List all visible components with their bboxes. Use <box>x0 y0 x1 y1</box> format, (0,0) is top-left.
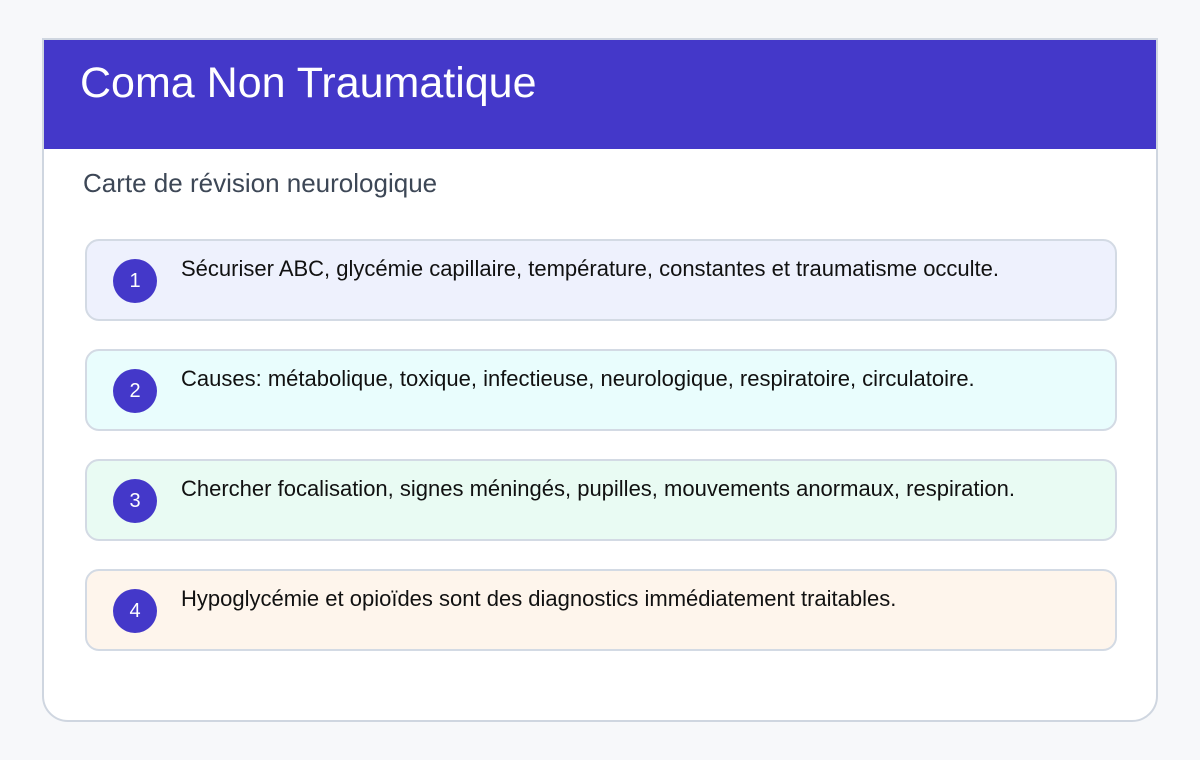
list-item <box>85 239 1117 321</box>
list-item-text: Hypoglycémie et opioïdes sont des diagnostics immédiatement traitables. <box>181 586 897 611</box>
card-title: Coma Non Traumatique <box>80 59 537 107</box>
card-subtitle: Carte de révision neurologique <box>83 168 438 198</box>
list-item <box>85 569 1117 651</box>
list-item-text: Sécuriser ABC, glycémie capillaire, température, constantes et traumatisme occulte. <box>181 256 1000 281</box>
card-header <box>44 40 1156 149</box>
step-number-badge: 1 <box>113 259 157 303</box>
list-item <box>85 459 1117 541</box>
list-item-text: Causes: métabolique, toxique, infectieuse, neurologique, respiratoire, circulatoire. <box>181 366 975 391</box>
step-number-badge: 2 <box>113 369 157 413</box>
revision-card <box>42 38 1158 722</box>
step-number-badge: 3 <box>113 479 157 523</box>
list-item-text: Chercher focalisation, signes méningés, pupilles, mouvements anormaux, respiration. <box>181 476 1015 501</box>
step-number-badge: 4 <box>113 589 157 633</box>
list-item <box>85 349 1117 431</box>
